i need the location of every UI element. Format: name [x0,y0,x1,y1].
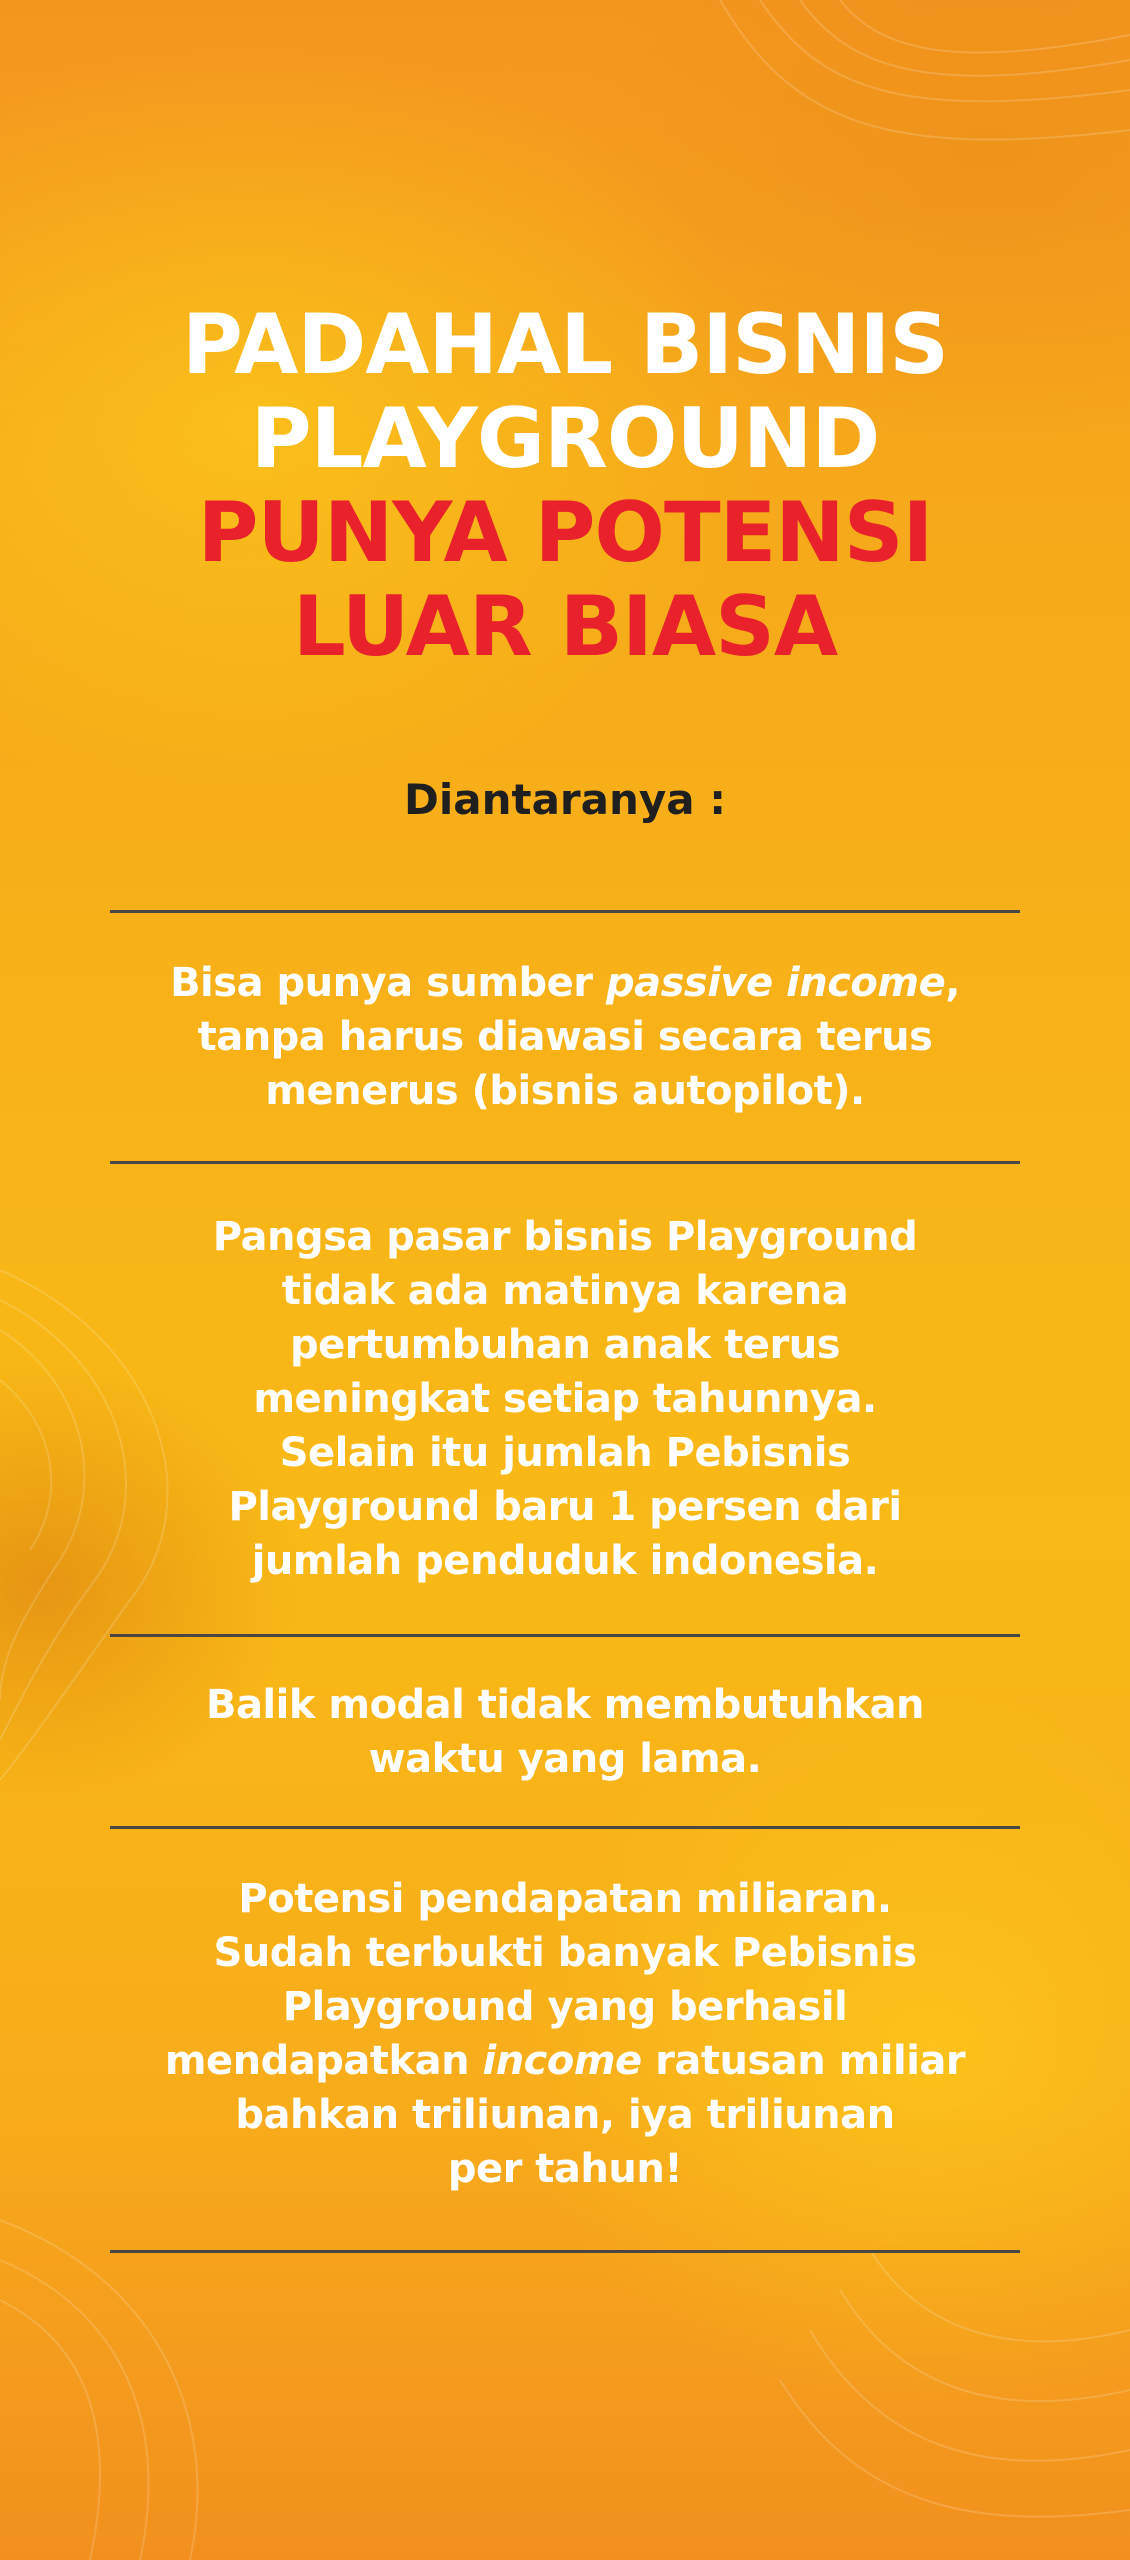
point-4-line-1: Potensi pendapatan miliaran. [238,1876,892,1922]
point-2-line-3: pertumbuhan anak terus [290,1322,840,1368]
point-2-line-2: tidak ada matinya karena [281,1268,849,1314]
point-2-line-7: jumlah penduduk indonesia. [251,1538,879,1584]
point-1-emphasis: passive income [605,960,946,1006]
divider-5 [110,2250,1020,2253]
point-4-line-3: Playground yang berhasil [282,1984,848,2030]
point-passive-income [90,956,1040,1118]
divider-4 [110,1826,1020,1829]
point-2-line-5: Selain itu jumlah Pebisnis [279,1430,851,1476]
point-1-line-1 [90,956,1040,1010]
subheading: Diantaranya : [403,775,726,824]
point-4-line-4-post: ratusan miliar [641,2038,966,2084]
point-2-line-4: meningkat setiap tahunnya. [253,1376,877,1422]
point-1-line-1-pre: Bisa punya sumber [170,960,606,1006]
headline-line-4: LUAR BIASA [292,578,838,675]
divider-1 [110,910,1020,913]
point-3-line-1: Balik modal tidak membutuhkan [205,1682,925,1728]
headline [0,298,1130,674]
point-2-line-6: Playground baru 1 persen dari [228,1484,902,1530]
divider-2 [110,1161,1020,1164]
point-1-line-2: tanpa harus diawasi secara terus [197,1014,933,1060]
headline-line-2: PLAYGROUND [250,390,880,487]
point-4-line-6: per tahun! [447,2146,683,2192]
point-3-line-2: waktu yang lama. [368,1736,762,1782]
divider-3 [110,1634,1020,1637]
point-market-share [90,1210,1040,1588]
point-1-line-3: menerus (bisnis autopilot). [265,1068,865,1114]
headline-line-3: PUNYA POTENSI [197,484,933,581]
point-4-emphasis: income [482,2038,642,2084]
headline-line-1: PADAHAL BISNIS [181,296,949,393]
point-revenue-potential [90,1872,1040,2196]
point-4-line-5: bahkan triliunan, iya triliunan [235,2092,895,2138]
point-4-line-2: Sudah terbukti banyak Pebisnis [213,1930,917,1976]
point-1-line-1-post: , [945,960,960,1006]
point-2-line-1: Pangsa pasar bisnis Playground [212,1214,918,1260]
point-payback [90,1678,1040,1786]
point-4-line-4-pre: mendapatkan [164,2038,483,2084]
point-4-line-4 [90,2034,1040,2088]
